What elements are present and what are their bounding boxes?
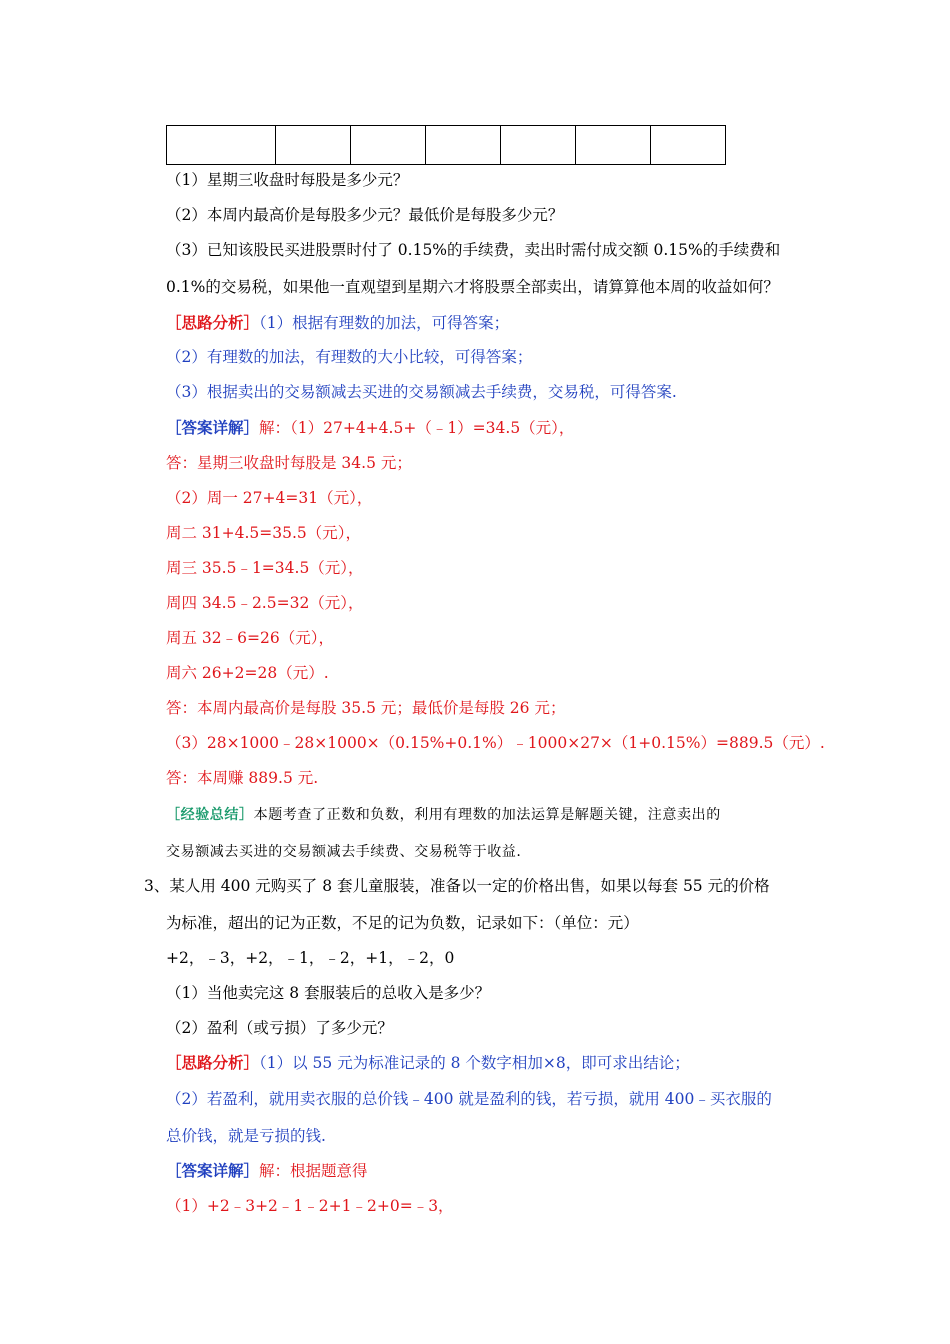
summary-text: 交易额减去买进的交易额减去手续费、交易税等于收益. [166, 844, 522, 860]
table-cell [651, 126, 726, 165]
question-text: （1）星期三收盘时每股是多少元？ [166, 171, 409, 189]
answer-text: 答：本周内最高价是每股 35.5 元；最低价是每股 26 元； [166, 699, 566, 717]
answer-text: 周四 34.5﹣2.5=32（元）， [166, 594, 364, 612]
analysis-text: （1）以 55 元为标准记录的 8 个数字相加×8，即可求出结论； [259, 1054, 690, 1072]
answer-text: 解：（1）27+4+4.5+（﹣1）=34.5（元）， [259, 419, 575, 437]
answer-tag: ［答案详解］ [166, 1161, 260, 1180]
answer-line [166, 1161, 368, 1181]
analysis-text: （2）有理数的加法，有理数的大小比较，可得答案； [166, 348, 533, 366]
answer-text: （1）+2﹣3+2﹣1﹣2+1﹣2+0=﹣3， [166, 1197, 454, 1215]
answer-text: （2）周一 27+4=31（元）， [166, 489, 373, 507]
summary-tag: ［经验总结］ [166, 807, 254, 823]
answer-text: （3）28×1000﹣28×1000×（0.15%+0.1%）﹣1000×27×（1+0.15%）=889.5（元）. [166, 734, 825, 752]
answer-text: 周二 31+4.5=35.5（元）， [166, 524, 362, 542]
analysis-tag: ［思路分析］ [166, 313, 260, 332]
summary-text: 本题考查了正数和负数，利用有理数的加法运算是解题关键，注意卖出的 [253, 807, 721, 823]
question-text: （2）本周内最高价是每股多少元？最低价是每股多少元？ [166, 206, 564, 224]
answer-text: 答：本周赚 889.5 元. [166, 769, 319, 787]
answer-text: 周三 35.5﹣1=34.5（元）， [166, 559, 364, 577]
table-row [167, 126, 726, 165]
analysis-line [166, 1053, 690, 1073]
table-cell [426, 126, 501, 165]
analysis-line [166, 313, 509, 333]
record-values: +2，﹣3，+2，﹣1，﹣2，+1，﹣2，0 [166, 949, 455, 967]
stock-price-table [166, 125, 726, 165]
answer-line [166, 418, 574, 438]
analysis-text: （3）根据卖出的交易额减去买进的交易额减去手续费，交易税，可得答案. [166, 383, 677, 401]
question-stem: 为标准，超出的记为正数，不足的记为负数，记录如下：（单位：元） [166, 914, 639, 932]
question-text: 0.1%的交易税，如果他一直观望到星期六才将股票全部卖出，请算算他本周的收益如何？ [166, 278, 779, 296]
answer-text: 答：星期三收盘时每股是 34.5 元； [166, 454, 412, 472]
analysis-tag: ［思路分析］ [166, 1053, 260, 1072]
question-text: （2）盈利（或亏损）了多少元？ [166, 1019, 393, 1037]
answer-text: 周五 32﹣6=26（元）， [166, 629, 334, 647]
answer-text: 解：根据题意得 [259, 1162, 368, 1180]
analysis-text: （1）根据有理数的加法，可得答案； [259, 314, 510, 332]
table-cell [351, 126, 426, 165]
summary-line [166, 805, 721, 825]
table-cell [276, 126, 351, 165]
table-cell [501, 126, 576, 165]
question-stem: 3、某人用 400 元购买了 8 套儿童服装，准备以一定的价格出售，如果以每套 55 元的价格 [144, 877, 770, 895]
question-text: （3）已知该股民买进股票时付了 0.15%的手续费，卖出时需付成交额 0.15%的手续费和 [166, 241, 781, 259]
question-text: （1）当他卖完这 8 套服装后的总收入是多少？ [166, 984, 491, 1002]
table-cell [167, 126, 276, 165]
answer-text: 周六 26+2=28（元）. [166, 664, 329, 682]
analysis-text: （2）若盈利，就用卖衣服的总价钱﹣400 就是盈利的钱，若亏损，就用 400﹣买衣服的 [166, 1090, 772, 1108]
table-cell [576, 126, 651, 165]
answer-tag: ［答案详解］ [166, 418, 260, 437]
analysis-text: 总价钱，就是亏损的钱. [166, 1127, 326, 1145]
